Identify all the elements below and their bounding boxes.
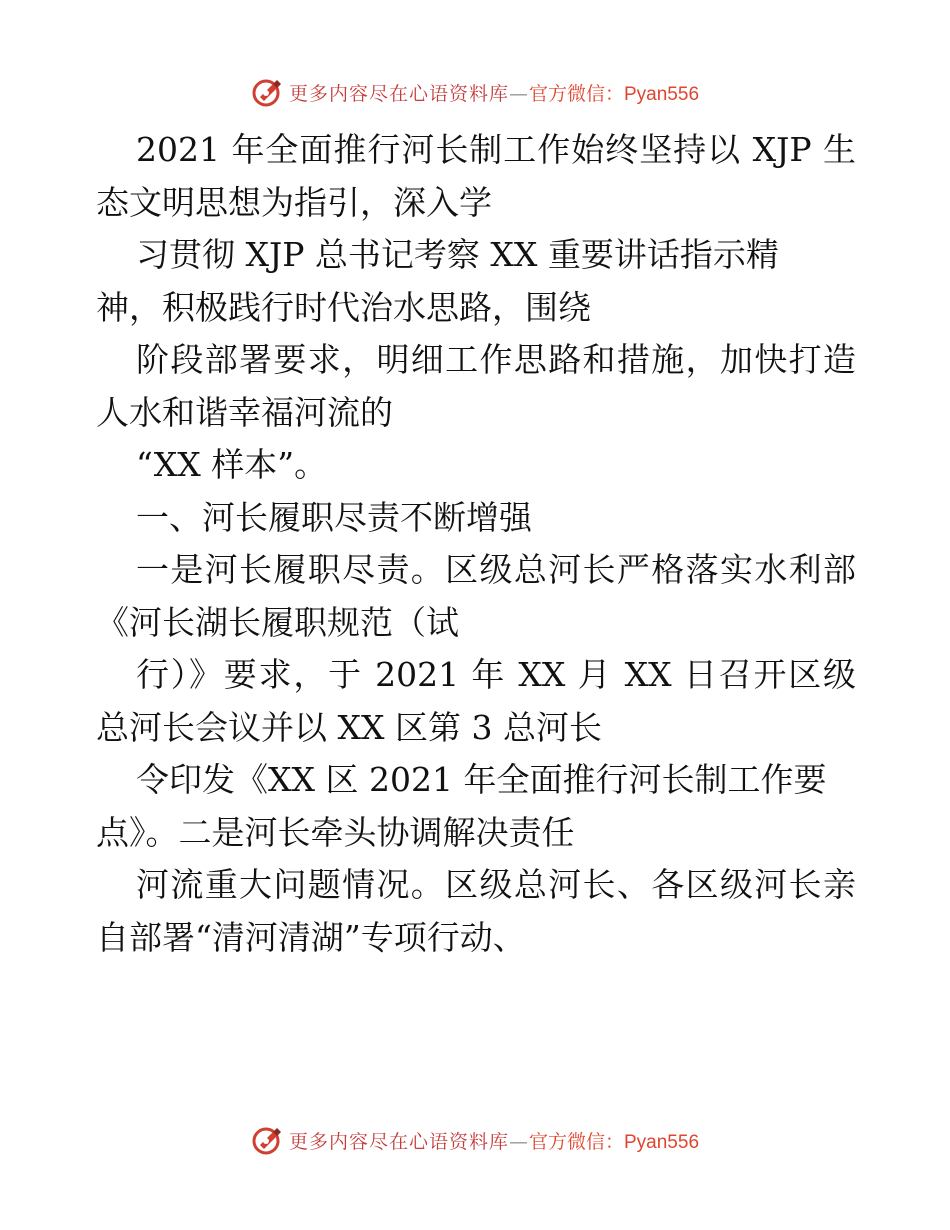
banner-text: 更多内容尽在心语资料库—官方微信：Pyan556: [288, 1130, 700, 1153]
section-heading: 一、河长履职尽责不断增强: [136, 497, 532, 537]
body-line: 行）》要求，于 2021 年 XX 月 XX 日召开区级: [136, 655, 856, 694]
body-line: “XX 样本”。: [136, 445, 328, 484]
banner-text: 更多内容尽在心语资料库—官方微信：Pyan556: [288, 82, 700, 105]
document-body: [96, 124, 856, 964]
body-line: 习贯彻 XJP 总书记考察 XX 重要讲话指示精: [136, 235, 779, 274]
body-line: 人水和谐幸福河流的: [96, 392, 393, 432]
body-line: 一是河长履职尽责。区级总河长严格落实水利部: [136, 550, 856, 589]
pen-logo-icon: [251, 1123, 285, 1157]
body-line: 神，积极践行时代治水思路，围绕: [96, 287, 591, 327]
header-banner: [0, 72, 950, 112]
body-line: 点》。二是河长牵头协调解决责任: [96, 812, 575, 852]
body-line: 总河长会议并以 XX 区第 3 总河长: [96, 707, 602, 747]
footer-banner: [0, 1120, 950, 1160]
body-line: 态文明思想为指引，深入学: [96, 182, 492, 222]
body-line: 《河长湖长履职规范（试: [96, 602, 459, 642]
body-line: 2021 年全面推行河长制工作始终坚持以 XJP 生: [136, 130, 856, 169]
body-line: 令印发《XX 区 2021 年全面推行河长制工作要: [136, 760, 827, 799]
body-line: 自部署“清河清湖”专项行动、: [96, 917, 526, 957]
body-line: 河流重大问题情况。区级总河长、各区级河长亲: [136, 865, 856, 904]
pen-logo-icon: [251, 75, 285, 109]
body-line: 阶段部署要求，明细工作思路和措施，加快打造: [136, 340, 856, 379]
